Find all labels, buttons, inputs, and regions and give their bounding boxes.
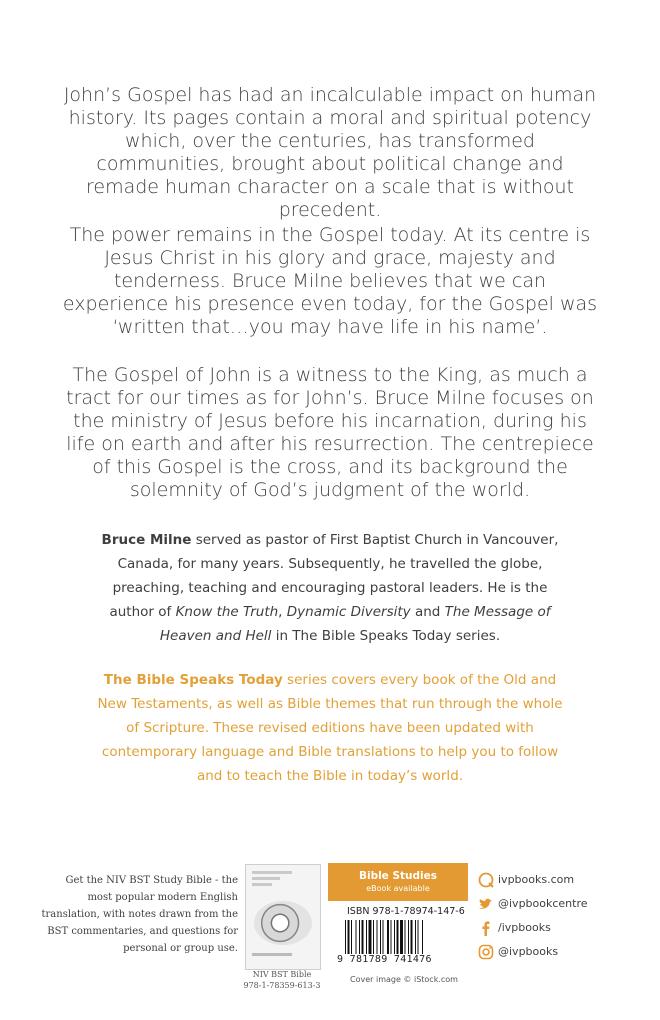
social-links — [478, 870, 598, 966]
barcode-bar — [345, 920, 346, 954]
author-bio-sep-1: , — [278, 604, 287, 620]
barcode-bar — [391, 920, 392, 954]
isbn-text: ISBN 978-1-78974-147-6 — [347, 906, 465, 917]
author-name: Bruce Milne — [101, 532, 192, 548]
barcode-bar — [380, 920, 381, 954]
barcode-bar — [383, 920, 384, 954]
twitter-icon — [478, 896, 494, 912]
barcode-bar — [418, 920, 419, 954]
social-row-website[interactable] — [478, 870, 598, 894]
study-bible-promo: Get the NIV BST Study Bible - the most popular modern English translation, with notes drawn from the BST commentaries, and questions for personal or group use. — [41, 875, 238, 954]
study-bible-caption — [240, 969, 324, 991]
blurb-paragraph-1: John’s Gospel has had an incalculable impact on human history. Its pages contain a moral and spiritual potency which, over the centuries, has transformed communities, brought about political change and remade human character on a scale that is without precedent. — [63, 84, 597, 221]
study-bible-caption-isbn: 978-1-78359-613-3 — [243, 981, 321, 990]
barcode-bar — [400, 920, 403, 954]
author-bio-text-1: served as pastor of First Baptist Church in Vancouver, Canada, for many years. Subsequently, he travelled the globe, preaching, teaching and encouraging pastoral leaders. He is the author of — [109, 532, 559, 620]
social-label-instagram[interactable]: @ivpbooks — [498, 945, 559, 958]
social-label-website[interactable]: ivpbooks.com — [498, 873, 575, 886]
book-title-2: Dynamic Diversity — [286, 604, 411, 620]
book-title-3: The Message of Heaven and Hell — [159, 604, 551, 644]
barcode-bar — [411, 920, 413, 954]
social-row-facebook[interactable] — [478, 918, 598, 942]
blurb-paragraph-3: The Gospel of John is a witness to the King, as much a tract for our times as for John’s. Bruce Milne focuses on the ministry of Jesus before his incarnation, during his life on earth and after his resurrection. The centrepiece of this Gospel is the cross, and its background the solemnity of God’s judgment of the world. — [66, 364, 594, 501]
globe-icon — [478, 872, 494, 888]
barcode-bar — [408, 920, 409, 954]
barcode-digits: 9 781789 741476 — [337, 954, 432, 965]
cover-footer-line — [252, 953, 292, 956]
author-bio-sep-2: and — [410, 604, 445, 620]
instagram-icon — [478, 944, 494, 960]
series-text: series covers every book of the Old and New Testaments, as well as Bible themes that run through the whole of Scripture. These revised editions have been updated with contemporary language and Bible translations to help you to follow and to teach the Bible in today’s world. — [97, 672, 563, 784]
social-label-twitter[interactable]: @ivpbookcentre — [498, 897, 588, 910]
barcode-bar — [348, 920, 350, 954]
barcode-bar — [415, 920, 416, 954]
series-description — [95, 668, 565, 788]
barcode-bar — [359, 920, 360, 954]
barcode-bar — [394, 920, 395, 954]
barcode-bar — [369, 920, 372, 954]
social-row-twitter[interactable] — [478, 894, 598, 918]
category-subtitle: eBook available — [366, 884, 430, 893]
barcode-bar — [405, 920, 406, 954]
barcode-bar — [362, 920, 364, 954]
social-row-instagram[interactable] — [478, 942, 598, 966]
blurb-paragraph-2: The power remains in the Gospel today. At its centre is Jesus Christ in his glory and grace, majesty and tenderness. Bruce Milne believes that we can experience his presence even today, for the Gospel was ‘written that…you may have life in his name’. — [62, 224, 598, 338]
study-bible-caption-title: NIV BST Bible — [252, 970, 312, 979]
author-bio — [95, 528, 565, 648]
barcode-bar — [422, 920, 423, 954]
social-label-facebook[interactable]: /ivpbooks — [498, 921, 551, 934]
study-bible-cover-thumbnail — [245, 864, 321, 970]
barcode — [337, 904, 467, 964]
barcode-bar — [351, 920, 352, 954]
cover-title-lines — [252, 871, 292, 889]
barcode-bar — [373, 920, 374, 954]
author-bio-text-2: in The Bible Speaks Today series. — [271, 628, 501, 644]
barcode-bar — [387, 920, 389, 954]
category-box — [328, 863, 468, 901]
barcode-bar — [377, 920, 378, 954]
barcode-bar — [366, 920, 367, 954]
barcode-bars — [343, 920, 467, 956]
barcode-bar — [397, 920, 399, 954]
category-title: Bible Studies — [358, 870, 438, 882]
book-title-1: Know the Truth — [175, 604, 279, 620]
cover-credit: Cover image © iStock.com — [350, 975, 458, 984]
barcode-bar — [356, 920, 357, 954]
facebook-icon — [478, 920, 494, 936]
series-name: The Bible Speaks Today — [103, 672, 283, 688]
cover-artwork — [254, 901, 312, 945]
